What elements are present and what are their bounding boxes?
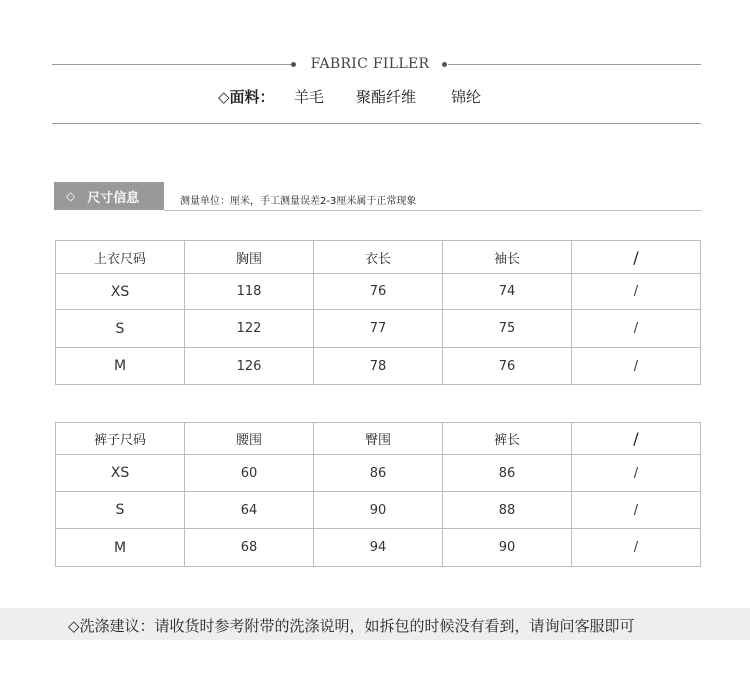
table-cell: 94 (314, 529, 443, 567)
header-cell: 裤长 (443, 423, 572, 455)
size-info-badge (54, 182, 164, 210)
table-row (56, 455, 701, 492)
size-divider (164, 210, 701, 211)
wash-note-text: ◇洗涤建议：请收货时参考附带的洗涤说明，如拆包的时候没有看到，请询问客服即可 (68, 617, 635, 635)
size-cell: S (56, 492, 185, 529)
table-cell: 86 (314, 455, 443, 492)
size-cell: M (56, 529, 185, 567)
table-row (56, 492, 701, 529)
size-info-label: 尺寸信息 (87, 190, 140, 206)
header-cell: 裤子尺码 (56, 423, 185, 455)
divider-dot-left (291, 62, 296, 67)
table-cell: 68 (185, 529, 314, 567)
fabric-material: 聚酯纤维 (356, 88, 417, 106)
table-cell: / (572, 348, 701, 385)
table-row (56, 310, 701, 348)
divider-dot-right (442, 62, 447, 67)
table-cell: 75 (443, 310, 572, 348)
size-cell: S (56, 310, 185, 348)
header-cell: / (572, 423, 701, 455)
header-cell: 袖长 (443, 241, 572, 274)
table-cell: 88 (443, 492, 572, 529)
table-cell: 64 (185, 492, 314, 529)
table-header-row (56, 241, 701, 274)
header-cell: / (572, 241, 701, 274)
table-cell: 76 (314, 274, 443, 310)
fabric-material: 羊毛 (294, 88, 325, 106)
table-row (56, 348, 701, 385)
header-cell: 臀围 (314, 423, 443, 455)
table-cell: 90 (314, 492, 443, 529)
table-cell: 60 (185, 455, 314, 492)
header-cell: 衣长 (314, 241, 443, 274)
fabric-row (0, 86, 750, 108)
fabric-material: 锦纶 (451, 88, 482, 106)
table-header-row (56, 423, 701, 455)
table-cell: / (572, 492, 701, 529)
pants-size-table (55, 422, 701, 567)
table-cell: 122 (185, 310, 314, 348)
table-cell: / (572, 455, 701, 492)
table-row (56, 529, 701, 567)
table-cell: 78 (314, 348, 443, 385)
table-cell: 126 (185, 348, 314, 385)
measurement-note: 测量单位：厘米，手工测量误差2-3厘米属于正常现象 (180, 196, 417, 207)
header-cell: 上衣尺码 (56, 241, 185, 274)
size-cell: M (56, 348, 185, 385)
table-cell: / (572, 310, 701, 348)
table-cell: 86 (443, 455, 572, 492)
fabric-divider-right (448, 64, 701, 65)
table-cell: / (572, 529, 701, 567)
fabric-label: ◇面料： (218, 88, 275, 106)
table-cell: / (572, 274, 701, 310)
table-cell: 74 (443, 274, 572, 310)
fabric-title: FABRIC FILLER (310, 56, 430, 72)
fabric-divider-left (52, 64, 292, 65)
top-size-table (55, 240, 701, 385)
diamond-icon: ◇ (66, 189, 76, 203)
header-cell: 胸围 (185, 241, 314, 274)
table-cell: 118 (185, 274, 314, 310)
size-cell: XS (56, 274, 185, 310)
header-cell: 腰围 (185, 423, 314, 455)
table-cell: 76 (443, 348, 572, 385)
size-cell: XS (56, 455, 185, 492)
table-cell: 77 (314, 310, 443, 348)
fabric-divider-bottom (52, 123, 701, 124)
table-cell: 90 (443, 529, 572, 567)
table-row (56, 274, 701, 310)
